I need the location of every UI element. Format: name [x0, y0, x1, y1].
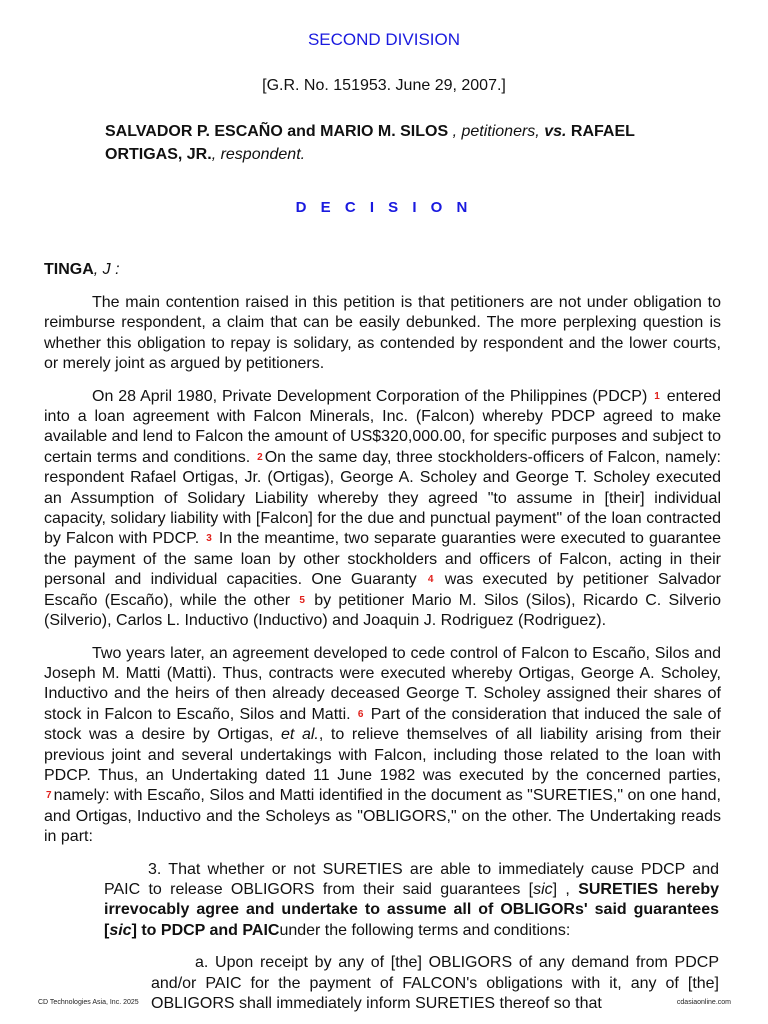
q1-bold-b: ] to PDCP and PAIC — [131, 921, 280, 939]
footnote-5-link[interactable]: 5 — [299, 594, 305, 606]
division-heading: SECOND DIVISION — [307, 30, 461, 49]
p2-text-d: In the meantime, two separate guaranties were executed to guarantee the payment of the same loan by other stockholders and officers of Falcon, acting in their personal and individual capacities. One Guaranty — [44, 530, 722, 589]
p2-text-c: On the same day, three stockholders-officers of Falcon, namely: respondent Rafael Ortigas, Jr. (Ortigas), George A. Scholey and George T. Scholey executed an Assumption of Solidary Liability whereby they agreed "to assume in [their] individual capacity, solidary liability with [Falcon] for the due and punctual payment" of the loan contracted by Falcon with PDCP. — [44, 448, 721, 548]
footnote-1-link[interactable]: 1 — [654, 390, 660, 402]
respondent-name: RAFAEL ORTIGAS, JR. — [105, 123, 635, 163]
footnote-7-link[interactable]: 7 — [46, 790, 52, 802]
ponente — [44, 261, 120, 279]
p2-text-e: was executed by petitioner Salvador Escaño (Escaño), while the other — [44, 571, 721, 609]
petitioners-role: , petitioners, — [452, 123, 540, 140]
p3-text-b: Part of the consideration that induced the sale of stock was a desire by Ortigas, — [44, 705, 722, 744]
footer-site-link[interactable]: cdasiaonline.com — [676, 999, 731, 1006]
q1-text-c: under the following terms and conditions: — [279, 921, 571, 939]
paragraph-2 — [44, 387, 721, 632]
gr-number: [G.R. No. 151953. June 29, 2007.] — [262, 77, 506, 94]
footnote-2-link[interactable]: 2 — [257, 451, 263, 463]
p2-text-f: by petitioner Mario M. Silos (Silos), Ricardo C. Silverio (Silverio), Carlos L. Inductivo (Inductivo) and Joaquin J. Rodriguez (Rodriguez). — [44, 591, 721, 630]
q1-bold-a: SURETIES hereby irrevocably agree and undertake to assume all of OBLIGORs' said guarantees [ — [104, 880, 720, 939]
quoted-clause-3 — [104, 860, 719, 942]
footnote-4-link[interactable]: 4 — [427, 574, 434, 586]
p2-text-a: On 28 April 1980, Private Development Corporation of the Philippines (PDCP) — [92, 387, 648, 405]
p3-text-c: , to relieve themselves of all liability arising from their previous joint and several undertakings with Falcon, including those related to the loan with PDCP. Thus, an Undertaking dated 11 June 1982 was executed by the concerned parties, — [44, 726, 721, 784]
petitioners-names: SALVADOR P. ESCAÑO and MARIO M. SILOS — [105, 123, 449, 140]
decision-body — [44, 293, 721, 1014]
q1-sic: sic — [533, 880, 553, 898]
paragraph-3 — [44, 644, 721, 848]
p2-text-b: entered into a loan agreement with Falcon Minerals, Inc. (Falcon) whereby PDCP agreed to make available and lend to Falcon the amount of US$320,000.00, for specific purposes and subject to certain terms and conditions. — [44, 387, 722, 466]
q1-bold-sic: sic — [109, 921, 132, 939]
versus: vs. — [544, 123, 567, 140]
quoted-clause-3a: a. Upon receipt by any of [the] OBLIGORS of any demand from PDCP and/or PAIC for the payment of FALCON's obligations with it, any of [the] OBLIGORS shall immediately inform SURETIES thereof so that — [151, 954, 719, 1012]
ponente-name: TINGA — [44, 261, 94, 278]
footnote-6-link[interactable]: 6 — [357, 708, 364, 720]
q1-text-b: ] , — [552, 880, 570, 898]
case-parties — [105, 120, 705, 166]
decision-title: D E C I S I O N — [295, 199, 473, 216]
q1-text-a: 3. That whether or not SURETIES are able to immediately cause PDCP and PAIC to release OBLIGORS from their said guarantees [ — [104, 860, 719, 898]
p3-text-d: namely: with Escaño, Silos and Matti identified in the document as "SURETIES," on one hand, and Ortigas, Inductivo and the Scholeys as "OBLIGORS," on the other. The Undertaking reads in part: — [44, 787, 721, 846]
footnote-3-link[interactable]: 3 — [206, 533, 212, 545]
p3-et-al: et al. — [280, 726, 319, 744]
ponente-title: , J : — [93, 261, 120, 278]
footer-copyright: CD Technologies Asia, Inc. 2025 — [38, 999, 139, 1006]
paragraph-1: The main contention raised in this petition is that petitioners are not under obligation to reimburse respondent, a claim that can be easily debunked. The more perplexing question is whether this obligation to repay is solidary, as contended by respondent and the lower courts, or merely joint as argued by petitioners. — [44, 294, 721, 373]
respondent-role: , respondent. — [211, 146, 306, 163]
p3-text-a: Two years later, an agreement developed to cede control of Falcon to Escaño, Silos and Joseph M. Matti (Matti). Thus, contracts were executed whereby Ortigas, George A. Scholey, Inductivo and the heirs of then already deceased George T. Scholey assigned their shares of stock in Falcon to Escaño, Silos and Matti. — [44, 644, 721, 723]
